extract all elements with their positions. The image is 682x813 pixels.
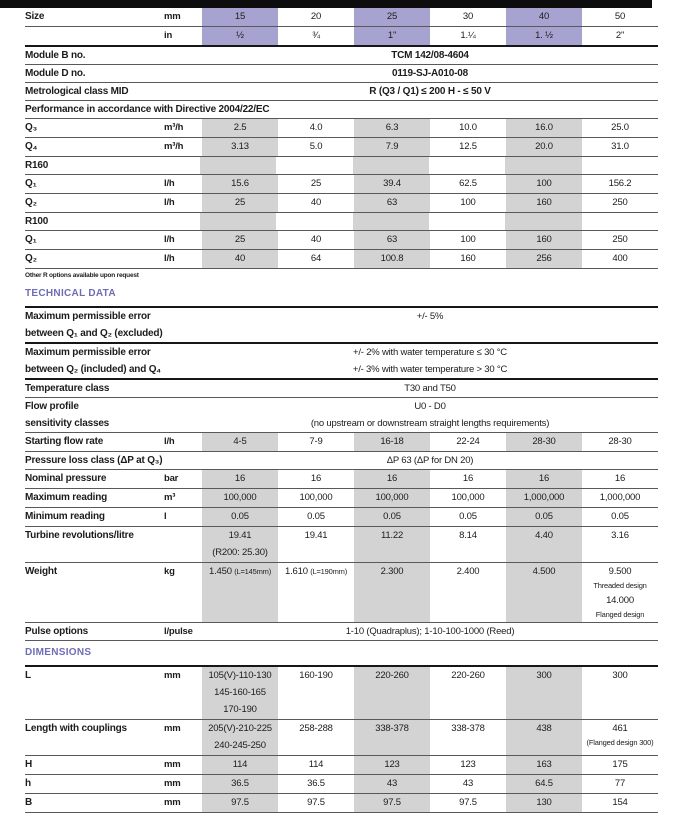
top-black-bar (0, 0, 652, 8)
value-cell: 154 (612, 797, 628, 808)
value-text: 240-245-250 (214, 740, 266, 751)
value-cell: 64 (310, 253, 322, 264)
value-cell: 0.05 (506, 508, 582, 526)
value-cell: 100.8 (354, 250, 430, 268)
value-cell: 175 (612, 759, 628, 770)
row-label: Size (25, 11, 45, 22)
value-cell: ¾ (312, 30, 320, 41)
value-line: +/- 5% (416, 311, 444, 322)
table-row (25, 398, 658, 433)
span-value (202, 344, 658, 378)
row-label: h (25, 778, 31, 789)
row-unit (162, 398, 202, 432)
value-cell (200, 101, 276, 118)
value-cell: 7-9 (309, 436, 323, 447)
row-label: Q₃ (25, 122, 38, 133)
value-text: 105(V)-110-130 (208, 670, 272, 681)
value-cell (278, 563, 354, 622)
value-cell: 100 (460, 197, 476, 208)
value-cell: 100,000 (451, 492, 485, 503)
table-row (25, 380, 658, 398)
value-line (582, 592, 658, 609)
value-cell: 0.05 (202, 508, 278, 526)
value-cell: 31.0 (611, 141, 629, 152)
value-cell: 97.5 (202, 794, 278, 812)
value-cell: 16 (202, 470, 278, 488)
value-cell: 22-24 (456, 436, 480, 447)
value-cell: 6.3 (354, 119, 430, 137)
value-cell: 28-30 (506, 433, 582, 451)
value-cell: 64.5 (506, 775, 582, 793)
table-row (25, 452, 658, 470)
span-value: ΔP 63 (ΔP for DN 20) (386, 455, 474, 466)
value-cell (200, 157, 276, 174)
row-unit (162, 380, 202, 397)
span-value: 1-10 (Quadraplus); 1-10-100-1000 (Reed) (345, 626, 515, 637)
value-line (582, 580, 658, 592)
span-value (202, 398, 658, 432)
value-line (582, 563, 658, 580)
table-row (25, 138, 658, 157)
value-cell: 160-190 (299, 670, 333, 681)
value-cell: 50 (614, 11, 626, 22)
table-row (25, 8, 658, 27)
value-cell: 2" (615, 30, 625, 41)
value-cell: 338-378 (354, 720, 430, 755)
row-label: Maximum reading (25, 492, 108, 503)
table-row (25, 213, 658, 231)
value-cell: 100,000 (202, 489, 278, 507)
row-label (25, 308, 162, 342)
table-row (25, 756, 658, 775)
value-cell: 0.05 (307, 511, 325, 522)
value-cell: 25 (310, 178, 322, 189)
value-cell: 10.0 (459, 122, 477, 133)
row-unit: in (164, 30, 173, 41)
value-text: Flanged design (595, 610, 645, 619)
label-line: Flow profile (25, 401, 79, 412)
value-cell (582, 157, 658, 174)
value-cell (582, 720, 658, 755)
row-unit (162, 308, 202, 342)
value-cell: 19.41 (304, 530, 328, 541)
value-cell (353, 213, 429, 230)
value-cell: 1,000,000 (506, 489, 582, 507)
table-row (25, 27, 658, 47)
table-row (25, 231, 658, 250)
value-cell: 4.40 (506, 527, 582, 562)
row-unit: l/h (164, 197, 175, 208)
value-text: 205(V)-210-225 (208, 723, 272, 734)
value-cell: 258-288 (299, 723, 333, 734)
row-unit: mm (164, 797, 181, 808)
label-line: Maximum permissible error (25, 311, 151, 322)
value-line: +/- 2% with water temperature ≤ 30 °C (353, 347, 507, 358)
value-cell: 40 (506, 8, 582, 26)
row-label: Temperature class (25, 383, 110, 394)
value-cell (353, 101, 429, 118)
table-row (25, 47, 658, 65)
row-label: Starting flow rate (25, 436, 104, 447)
table-row (25, 101, 658, 119)
value-cell (276, 213, 352, 230)
row-label: Q₂ (25, 197, 37, 208)
value-cell: 20 (310, 11, 322, 22)
row-label: Nominal pressure (25, 473, 107, 484)
row-label (25, 27, 162, 45)
row-unit (162, 47, 202, 64)
row-label: Module B no. (25, 50, 86, 61)
value-cell: 220-260 (451, 670, 485, 681)
row-label: Minimum reading (25, 511, 105, 522)
row-label: Q₁ (25, 178, 37, 189)
label-line: sensitivity classes (25, 418, 110, 429)
value-text: 19.41 (228, 530, 252, 541)
value-cell (582, 213, 658, 230)
value-cell: 1" (354, 27, 430, 45)
value-cell (505, 101, 581, 118)
value-cell: 338-378 (451, 723, 485, 734)
table-row (25, 344, 658, 380)
row-unit: mm (164, 11, 181, 22)
value-cell: 25 (202, 231, 278, 249)
value-cell (505, 213, 581, 230)
table-row (25, 641, 658, 667)
value-line (202, 544, 278, 561)
value-cell (276, 101, 352, 118)
row-unit: l/h (164, 253, 175, 264)
table-row (25, 83, 658, 101)
value-cell: 97.5 (459, 797, 477, 808)
value-cell: 114 (202, 756, 278, 774)
value-cell: 1,000,000 (599, 492, 641, 503)
table-row (25, 470, 658, 489)
table-row (25, 775, 658, 794)
value-line (582, 737, 658, 749)
table-row (25, 527, 658, 563)
value-cell: 0.05 (611, 511, 629, 522)
spec-table (25, 8, 658, 813)
value-cell (505, 157, 581, 174)
section-label: R160 (25, 160, 49, 171)
span-value: T30 and T50 (404, 383, 456, 394)
value-text: 9.500 (608, 566, 632, 577)
value-cell: 8.14 (459, 530, 477, 541)
value-line (202, 720, 278, 737)
table-row (25, 282, 658, 308)
value-cell: 16-18 (354, 433, 430, 451)
value-cell: 40 (202, 250, 278, 268)
value-cell: 28-30 (608, 436, 632, 447)
value-text: 1.610 (285, 566, 308, 577)
value-cell: 40 (310, 197, 322, 208)
row-unit: m³/h (164, 141, 184, 152)
value-cell: 100,000 (299, 492, 333, 503)
value-cell: 40 (310, 234, 322, 245)
value-cell: 16 (614, 473, 626, 484)
table-row (25, 433, 658, 452)
footnote: Other R options available upon request (25, 272, 139, 279)
value-cell: 20.0 (506, 138, 582, 156)
value-cell: 30 (462, 11, 474, 22)
row-label: Turbine revolutions/litre (25, 530, 134, 541)
section-header: DIMENSIONS (25, 647, 92, 658)
value-cell: 156.2 (608, 178, 632, 189)
value-line: U0 - D0 (414, 401, 446, 412)
value-cell (429, 101, 505, 118)
value-cell: 15.6 (202, 175, 278, 193)
table-row (25, 269, 658, 282)
value-line (278, 563, 354, 580)
value-line: +/- 3% with water temperature > 30 °C (352, 364, 508, 375)
row-unit (162, 527, 202, 562)
value-cell: 43 (354, 775, 430, 793)
table-row (25, 667, 658, 720)
value-cell (200, 213, 276, 230)
span-value: 0119-SJ-A010-08 (392, 68, 468, 79)
row-label: Length with couplings (25, 723, 127, 734)
value-cell: 36.5 (307, 778, 325, 789)
value-text: 1.450 (209, 566, 232, 577)
value-cell: 100,000 (354, 489, 430, 507)
table-row (25, 563, 658, 623)
value-cell: 5.0 (309, 141, 323, 152)
value-cell: 97.5 (354, 794, 430, 812)
value-line (582, 609, 658, 621)
value-cell: 256 (506, 250, 582, 268)
value-cell (582, 563, 658, 622)
value-line (202, 527, 278, 544)
value-cell: 130 (506, 794, 582, 812)
table-row (25, 489, 658, 508)
value-cell: 12.5 (459, 141, 477, 152)
table-row (25, 175, 658, 194)
value-cell: 114 (308, 759, 324, 770)
value-cell: 97.5 (307, 797, 325, 808)
value-text: 145-160-165 (214, 687, 266, 698)
row-label: Q₄ (25, 141, 38, 152)
value-cell (353, 157, 429, 174)
value-cell (202, 667, 278, 719)
row-label (25, 344, 162, 378)
value-cell: 250 (612, 234, 628, 245)
value-cell: 2.400 (456, 566, 480, 577)
value-cell: 63 (354, 194, 430, 212)
value-cell: 163 (506, 756, 582, 774)
value-cell (202, 527, 278, 562)
value-note: (L=145mm) (234, 567, 271, 576)
row-unit: m³ (164, 492, 176, 503)
value-cell: 123 (460, 759, 476, 770)
value-cell: 3.16 (611, 530, 629, 541)
value-cell: 160 (506, 231, 582, 249)
value-cell: 36.5 (202, 775, 278, 793)
row-unit: m³/h (164, 122, 184, 133)
value-cell (202, 720, 278, 755)
value-cell: 400 (612, 253, 628, 264)
value-text: (Flanged design 300) (586, 738, 654, 747)
value-cell: 16 (354, 470, 430, 488)
label-line: between Q₂ (included) and Q₄ (25, 364, 161, 375)
value-cell: 4.0 (309, 122, 323, 133)
row-unit: l/h (164, 234, 175, 245)
section-header: TECHNICAL DATA (25, 288, 116, 299)
value-cell: 2.300 (354, 563, 430, 622)
table-row (25, 119, 658, 138)
value-cell: ½ (202, 27, 278, 45)
row-label: Module D no. (25, 68, 86, 79)
row-unit: l (164, 511, 167, 522)
value-cell: 160 (460, 253, 476, 264)
value-cell: 16.0 (506, 119, 582, 137)
value-cell: 16 (462, 473, 474, 484)
value-cell: 220-260 (354, 667, 430, 719)
value-cell: 25 (202, 194, 278, 212)
value-cell: 1.¼ (460, 30, 476, 41)
value-cell: 0.05 (459, 511, 477, 522)
row-label: Q₂ (25, 253, 37, 264)
value-cell: 16 (506, 470, 582, 488)
value-cell: 3.13 (202, 138, 278, 156)
label-line: between Q₁ and Q₂ (excluded) (25, 328, 163, 339)
row-label: H (25, 759, 33, 770)
value-cell (429, 213, 505, 230)
table-row (25, 250, 658, 269)
row-unit: l/h (164, 436, 175, 447)
row-unit (162, 65, 202, 82)
value-cell: 39.4 (354, 175, 430, 193)
value-line (202, 684, 278, 701)
row-unit: kg (164, 566, 175, 577)
value-cell (276, 157, 352, 174)
value-cell: 63 (354, 231, 430, 249)
row-label: Weight (25, 566, 57, 577)
span-value: R (Q3 / Q1) ≤ 200 H - ≤ 50 V (369, 86, 491, 97)
value-cell: 300 (612, 670, 628, 681)
value-text: Threaded design (593, 581, 647, 590)
label-line: Maximum permissible error (25, 347, 151, 358)
value-cell: 15 (202, 8, 278, 26)
value-cell (202, 563, 278, 622)
table-row (25, 794, 658, 813)
row-unit: l/pulse (164, 626, 193, 637)
row-unit (162, 344, 202, 378)
table-row (25, 508, 658, 527)
table-row (25, 65, 658, 83)
row-label: L (25, 670, 31, 681)
value-line: (no upstream or downstream straight lengths requirements) (310, 418, 550, 429)
value-cell: 4-5 (202, 433, 278, 451)
section-label: R100 (25, 216, 49, 227)
row-label: Pressure loss class (ΔP at Q₃) (25, 455, 163, 466)
value-cell: 100 (460, 234, 476, 245)
span-value (202, 308, 658, 342)
row-unit: mm (164, 723, 181, 734)
value-text: 14.000 (606, 595, 634, 606)
value-cell: 300 (506, 667, 582, 719)
value-line (582, 720, 658, 737)
value-cell: 4.500 (506, 563, 582, 622)
table-row (25, 720, 658, 756)
value-text: 461 (612, 723, 628, 734)
span-value: TCM 142/08-4604 (391, 50, 469, 61)
value-cell: 250 (612, 197, 628, 208)
value-note: (L=190mm) (310, 567, 347, 576)
row-label: Q₁ (25, 234, 37, 245)
value-line (202, 563, 278, 580)
row-unit: mm (164, 759, 181, 770)
row-unit: l/h (164, 178, 175, 189)
value-cell: 25 (354, 8, 430, 26)
value-line (202, 737, 278, 754)
row-label (25, 398, 162, 432)
value-cell (582, 101, 658, 118)
value-cell: 123 (354, 756, 430, 774)
row-unit: mm (164, 670, 181, 681)
value-cell: 11.22 (354, 527, 430, 562)
row-unit: bar (164, 473, 179, 484)
table-row (25, 623, 658, 641)
value-line (202, 701, 278, 718)
value-text: (R200: 25.30) (212, 547, 268, 558)
row-unit (162, 452, 202, 469)
row-unit: mm (164, 778, 181, 789)
section-label: Performance in accordance with Directive 2004/22/EC (25, 104, 270, 115)
value-cell: 1. ½ (506, 27, 582, 45)
value-cell: 438 (506, 720, 582, 755)
table-row (25, 194, 658, 213)
value-cell: 100 (506, 175, 582, 193)
value-cell: 43 (462, 778, 474, 789)
table-row (25, 308, 658, 344)
value-cell (429, 157, 505, 174)
value-line (202, 667, 278, 684)
row-label: Metrological class MID (25, 86, 129, 97)
value-cell: 25.0 (611, 122, 629, 133)
table-row (25, 157, 658, 175)
value-cell: 2.5 (202, 119, 278, 137)
value-cell: 160 (506, 194, 582, 212)
row-label: B (25, 797, 33, 808)
value-cell: 16 (310, 473, 322, 484)
row-unit (162, 83, 202, 100)
value-cell: 77 (614, 778, 626, 789)
value-text: 170-190 (223, 704, 257, 715)
value-cell: 62.5 (459, 178, 477, 189)
value-cell: 0.05 (354, 508, 430, 526)
row-label: Pulse options (25, 626, 88, 637)
value-cell: 7.9 (354, 138, 430, 156)
